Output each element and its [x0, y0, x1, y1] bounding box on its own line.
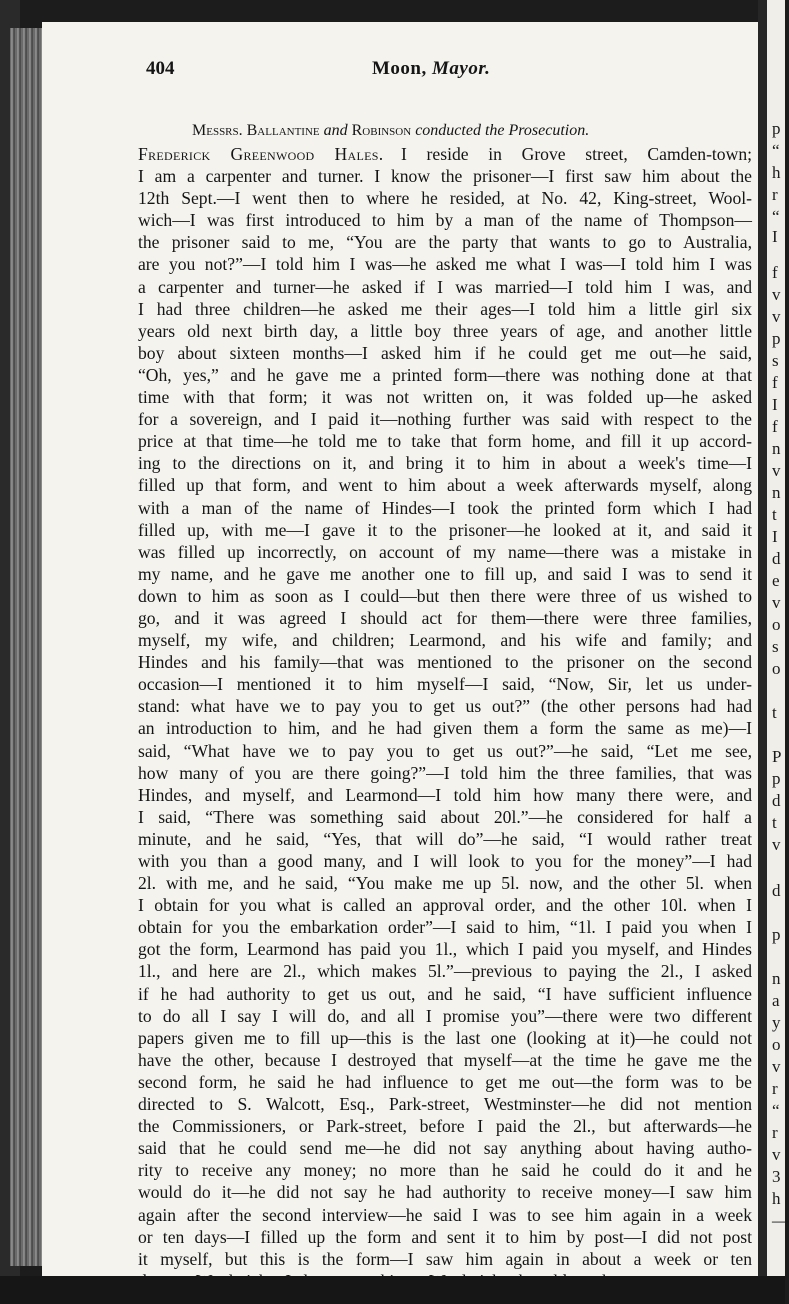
text-line — [138, 1115, 752, 1137]
witness-name: Frederick Greenwood Hales. — [138, 144, 384, 164]
text-line — [138, 938, 752, 960]
text-line — [138, 916, 752, 938]
adjacent-page-letter: p — [772, 119, 781, 138]
text-line-content: Hindes and his family—that was mentioned to the prisoner on the second — [138, 652, 752, 673]
text-line — [138, 298, 752, 320]
text-line — [138, 430, 752, 452]
text-line-content: the prisoner said to me, “You are the party that wants to go to Australia, — [138, 232, 752, 253]
text-line-content: filled up, with me—I gave it to the prisoner—he looked at it, and said it — [138, 519, 752, 540]
text-line-content: have the other, because I destroyed that myself—at the time he gave me the — [138, 1049, 752, 1070]
caption-counsel-1: Messrs. Ballantine — [192, 122, 320, 139]
text-line-content: papers given me to fill up—this is the last one (looking at it)—he could not — [138, 1027, 752, 1048]
text-line — [138, 1071, 752, 1093]
text-line-content: said that he could send me—he did not say anything about having autho- — [138, 1138, 752, 1159]
adjacent-page-letter: d — [772, 549, 781, 568]
text-line — [138, 740, 752, 762]
text-line — [138, 386, 752, 408]
prosecution-caption — [192, 122, 589, 140]
page-header — [42, 58, 758, 88]
text-line-content: “Oh, yes,” and he gave me a printed form—there was nothing done at that — [138, 364, 752, 385]
text-line-content: with a man of the name of Hindes—I took the printed form which I had — [138, 497, 752, 518]
text-line-content: are you not?”—I told him I was—he asked me what I was—I told him I was — [138, 254, 752, 275]
text-line — [138, 1093, 752, 1115]
text-line-content: my name, and he gave me another one to fill up, and said I was to send it — [138, 563, 752, 584]
adjacent-page-letter: o — [772, 615, 781, 634]
adjacent-page-letter: t — [772, 505, 777, 524]
text-line — [138, 187, 752, 209]
text-line — [138, 1005, 752, 1027]
text-line-content: I am a carpenter and turner. I know the prisoner—I first saw him about the — [138, 166, 752, 187]
text-line-content: an introduction to him, and he had given them a form the same as me)—I — [138, 718, 752, 739]
text-line — [138, 1204, 752, 1226]
adjacent-page-letter: h — [772, 163, 781, 182]
text-line-content: would do it—he did not say he had authority to receive money—I saw him — [138, 1182, 752, 1203]
adjacent-page-letter: v — [772, 461, 781, 480]
text-line — [138, 673, 752, 695]
text-line-content: price at that time—he told me to take that form home, and fill it up accord- — [138, 431, 752, 452]
caption-counsel-2: Robinson — [351, 122, 412, 139]
running-head — [372, 58, 490, 80]
text-line-content: how many of you are there going?”—I told him the three families, that was — [138, 762, 752, 783]
adjacent-page-letter: f — [772, 373, 778, 392]
running-head-title: Mayor. — [432, 58, 491, 79]
text-line-content: said, “What have we to pay you to get us out?”—he said, “Let me see, — [138, 740, 752, 761]
adjacent-page-letter: o — [772, 659, 781, 678]
text-line — [138, 276, 752, 298]
adjacent-page-letter: I — [772, 395, 778, 414]
adjacent-page-letter: n — [772, 439, 781, 458]
text-line-content: stand: what have we to pay you to get us out?” (the other persons had had — [138, 696, 752, 717]
scan-bottom-edge — [0, 1276, 785, 1304]
text-line — [138, 165, 752, 187]
text-line — [138, 1181, 752, 1203]
adjacent-page-letter: p — [772, 769, 781, 788]
text-line — [138, 1027, 752, 1049]
adjacent-page-letter: t — [772, 813, 777, 832]
text-line-content: down to him as soon as I could—but then there were three of us wished to — [138, 585, 752, 606]
text-line — [138, 607, 752, 629]
adjacent-page-letter: “ — [772, 141, 780, 160]
text-line-content: was filled up incorrectly, on account of my name—there was a mistake in — [138, 541, 752, 562]
adjacent-page-letter: d — [772, 881, 781, 900]
text-line-content: or ten days—I filled up the form and sent it to him by post—I did not post — [138, 1226, 752, 1247]
adjacent-page-letter: r — [772, 185, 778, 204]
adjacent-page-letter: I — [772, 227, 778, 246]
adjacent-page-letter: “ — [772, 207, 780, 226]
text-line-content: occasion—I mentioned it to him myself—I said, “Now, Sir, let us under- — [138, 674, 752, 695]
adjacent-page-letter: I — [772, 527, 778, 546]
text-line — [138, 806, 752, 828]
text-line-content: wich—I was first introduced to him by a man of the name of Thompson— — [138, 210, 752, 231]
text-line — [138, 850, 752, 872]
adjacent-page-fragment — [758, 0, 789, 1304]
text-line — [138, 717, 752, 739]
text-line — [138, 784, 752, 806]
caption-and: and — [323, 122, 348, 139]
adjacent-page-letter: r — [772, 1123, 778, 1142]
text-line-content: second form, he said he had influence to get me out—the form was to be — [138, 1071, 752, 1092]
text-line — [138, 983, 752, 1005]
adjacent-page-letter: n — [772, 969, 781, 988]
text-line-content: for a sovereign, and I paid it—nothing further was said with respect to the — [138, 409, 752, 430]
text-line — [138, 1159, 752, 1181]
text-line — [138, 1049, 752, 1071]
text-line — [138, 209, 752, 231]
text-line-content: a carpenter and turner—he asked if I was married—I told him I was, and — [138, 276, 752, 297]
text-line — [138, 231, 752, 253]
text-line — [138, 695, 752, 717]
text-line — [138, 651, 752, 673]
adjacent-page-letter: r — [772, 1079, 778, 1098]
adjacent-page-letter: t — [772, 703, 777, 722]
text-line-content: it myself, but this is the form—I saw him again in about a week or ten — [138, 1248, 752, 1269]
text-line — [138, 828, 752, 850]
page-divider — [758, 0, 767, 1304]
text-line-content: to do all I say I will do, and all I promise you”—there were two different — [138, 1005, 752, 1026]
page-edges — [10, 28, 46, 1266]
text-line-content: 1l., and here are 2l., which makes 5l.”—previous to paying the 2l., I asked — [138, 961, 752, 982]
text-line-content: if he had authority to get us out, and he said, “I have sufficient influence — [138, 983, 752, 1004]
adjacent-page-letter: h — [772, 1189, 781, 1208]
adjacent-page-letter: f — [772, 417, 778, 436]
text-line-content: myself, my wife, and children; Learmond, and his wife and family; and — [138, 630, 752, 651]
text-line-content: ing to the directions on it, and bring it to him in about a week's time—I — [138, 453, 752, 474]
text-line — [138, 143, 752, 165]
adjacent-page-letter: v — [772, 285, 781, 304]
text-line — [138, 563, 752, 585]
adjacent-page-letter: v — [772, 1057, 781, 1076]
text-line-content: obtain for you the embarkation order”—I said to him, “1l. I paid you when I — [138, 917, 752, 938]
text-line-content: I obtain for you what is called an approval order, and the other 10l. when I — [138, 895, 752, 916]
text-line — [138, 872, 752, 894]
adjacent-page-letter: v — [772, 593, 781, 612]
text-line-content: I had three children—he asked me their ages—I told him a little girl six — [138, 298, 752, 319]
caption-rest: conducted the Prosecution. — [415, 122, 590, 139]
text-line-content: boy about sixteen months—I asked him if he could get me out—he said, — [138, 342, 752, 363]
adjacent-page-letter: v — [772, 835, 781, 854]
text-line-content: time with that form; it was not written on, it was folded up—he asked — [138, 387, 752, 408]
text-line — [138, 452, 752, 474]
text-line-content: Hindes, and myself, and Learmond—I told him how many there were, and — [138, 784, 752, 805]
testimony-text — [138, 143, 752, 1292]
text-line — [138, 408, 752, 430]
text-line-content: 2l. with me, and he said, “You make me up 5l. now, and the other 5l. when — [138, 873, 752, 894]
text-line-content: got the form, Learmond has paid you 1l., which I paid you myself, and Hindes — [138, 939, 752, 960]
adjacent-page-letter: f — [772, 263, 778, 282]
text-line-content: directed to S. Walcott, Esq., Park-street, Westminster—he did not mention — [138, 1094, 752, 1115]
text-line — [138, 1137, 752, 1159]
text-line-content: go, and it was agreed I should act for them—there were three families, — [138, 607, 752, 628]
text-line-content: minute, and he said, “Yes, that will do”—he said, “I would rather treat — [138, 828, 752, 849]
adjacent-page-letter: e — [772, 571, 780, 590]
text-line-content: I reside in Grove street, Camden-town; — [401, 144, 752, 164]
adjacent-page-letter: “ — [772, 1101, 780, 1120]
text-line — [138, 585, 752, 607]
adjacent-page-letter: o — [772, 1035, 781, 1054]
text-line — [138, 1248, 752, 1270]
adjacent-page-letter: p — [772, 925, 781, 944]
running-head-name: Moon, — [372, 58, 427, 79]
text-line — [138, 253, 752, 275]
adjacent-page-letter: P — [772, 747, 782, 766]
text-line-content: rity to receive any money; no more than he said he could do it and he — [138, 1160, 752, 1181]
text-line — [138, 474, 752, 496]
text-line — [138, 541, 752, 563]
page-number: 404 — [146, 58, 175, 79]
adjacent-page-letter: s — [772, 351, 779, 370]
text-line — [138, 342, 752, 364]
text-line — [138, 762, 752, 784]
text-line — [138, 960, 752, 982]
adjacent-page-letter: 3 — [772, 1167, 781, 1186]
adjacent-page-letter: d — [772, 791, 781, 810]
text-line-content: the Commissioners, or Park-street, before I paid the 2l., but afterwards—he — [138, 1116, 752, 1137]
adjacent-page-letter: s — [772, 637, 779, 656]
adjacent-page-letter: y — [772, 1013, 781, 1032]
text-line — [138, 497, 752, 519]
text-line-content: again after the second interview—he said I was to see him again in a week — [138, 1204, 752, 1225]
text-line-content: filled up that form, and went to him about a week afterwards myself, along — [138, 475, 752, 496]
text-line-content: years old next birth day, a little boy three years of age, and another little — [138, 320, 752, 341]
adjacent-page-letter: v — [772, 307, 781, 326]
text-line-content: with you than a good many, and I will look to you for the money”—I had — [138, 851, 752, 871]
text-line — [138, 364, 752, 386]
adjacent-page-letter: v — [772, 1145, 781, 1164]
text-line — [138, 894, 752, 916]
text-line — [138, 519, 752, 541]
adjacent-page-letter: p — [772, 329, 781, 348]
text-line-content: 12th Sept.—I went then to where he resided, at No. 42, King-street, Wool- — [138, 188, 752, 209]
text-line — [138, 629, 752, 651]
text-line — [138, 1226, 752, 1248]
adjacent-page-letter: a — [772, 991, 780, 1010]
text-line — [138, 320, 752, 342]
adjacent-page-letter: n — [772, 483, 781, 502]
book-page — [42, 22, 758, 1276]
adjacent-page-letter: — — [772, 1211, 789, 1230]
text-line-content: I said, “There was something said about 20l.”—he considered for half a — [138, 806, 752, 827]
